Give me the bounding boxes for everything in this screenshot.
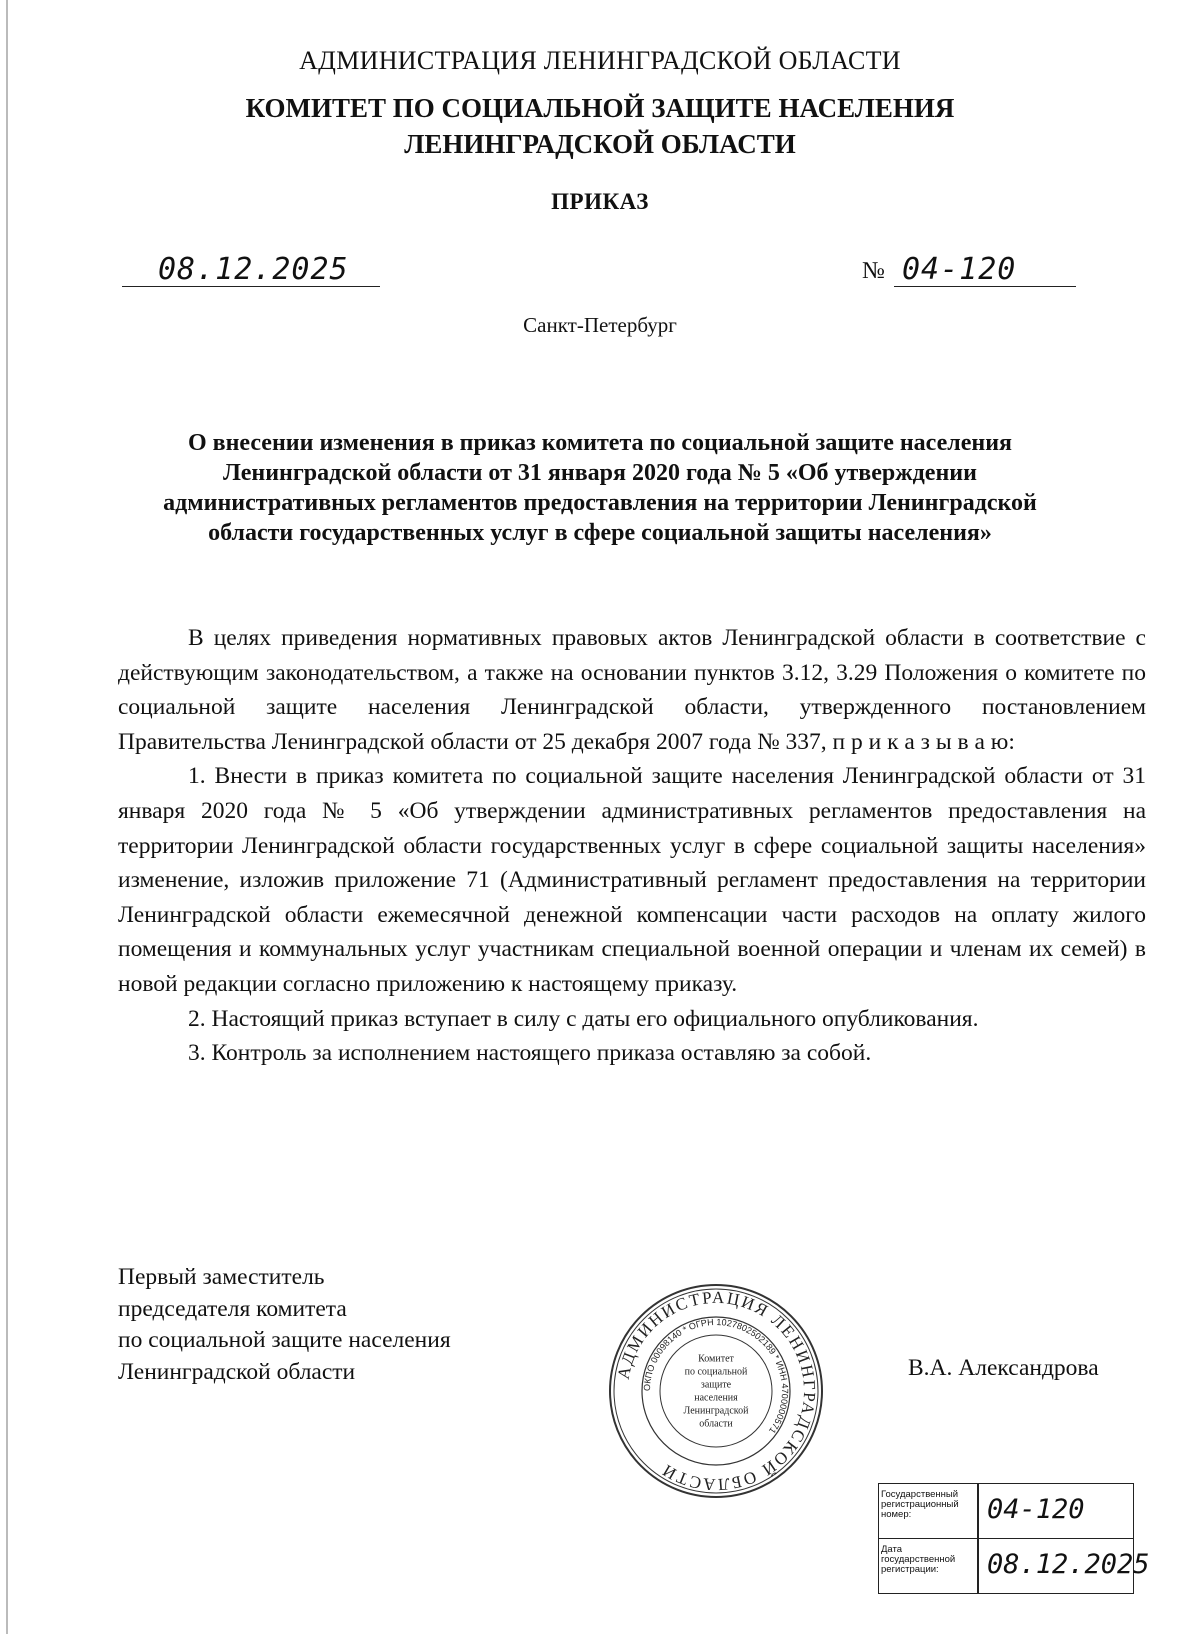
seal-center-line: населения (694, 1392, 738, 1404)
seal-center-line: защите (700, 1379, 732, 1391)
item-2-paragraph: 2. Настоящий приказ вступает в силу с даты его официального опубликования. (188, 1005, 979, 1032)
official-seal (607, 1282, 825, 1500)
order-heading: ПРИКАЗ (551, 189, 649, 214)
preamble-paragraph: В целях приведения нормативных правовых актов Ленинградской области в соответствие с действующим законодательством, а также на основании пунктов 3.12, 3.29 Положения о комитете по социальной защите населения Ленинградской области, утвержденного постановлением Правительства Ленинградской области от 25 декабря 2007 года № 337, п р и к а з ы в а ю: (118, 625, 1146, 755)
seal-center-line: Комитет (698, 1353, 734, 1365)
order-body (118, 621, 1146, 1071)
order-number: 04-120 (902, 252, 1017, 287)
registration-date-label: Дата государственной регистрации: (881, 1544, 956, 1575)
registration-number-row (879, 1484, 1133, 1539)
signatory-position (118, 1262, 451, 1388)
registration-box (878, 1483, 1150, 1594)
administration-heading: АДМИНИСТРАЦИЯ ЛЕНИНГРАДСКОЙ ОБЛАСТИ (299, 46, 901, 75)
position-line3: по социальной защите населения (118, 1327, 451, 1353)
registration-separator (977, 1484, 979, 1538)
seal-center-line: по социальной (684, 1366, 748, 1378)
seal-center-line: области (699, 1418, 733, 1430)
order-date-field (122, 252, 380, 287)
item-3-paragraph: 3. Контроль за исполнением настоящего приказа оставляю за собой. (188, 1040, 872, 1067)
registration-date-row (879, 1539, 1150, 1593)
committee-heading-line1: КОМИТЕТ ПО СОЦИАЛЬНОЙ ЗАЩИТЕ НАСЕЛЕНИЯ (245, 93, 955, 123)
seal-inner-ring-text: ОКПО 00098140 * ОГРН 1027802502189 * ИНН 4700000571 (641, 1316, 791, 1436)
order-number-label: № (862, 258, 885, 284)
position-line2: председателя комитета (118, 1295, 347, 1322)
registration-separator (977, 1539, 979, 1593)
position-line1: Первый заместитель (118, 1264, 325, 1290)
order-date: 08.12.2025 (158, 252, 349, 287)
seal-inner-ring (660, 1335, 772, 1447)
order-title: О внесении изменения в приказ комитета по социальной защите населения Ленинградской области от 31 января 2020 года № 5 «Об утверждении административных регламентов предоставления на территории Ленинградской области государственных услуг в сфере социальной защиты населения» (163, 430, 1037, 546)
committee-heading-line2: ЛЕНИНГРАДСКОЙ ОБЛАСТИ (404, 129, 796, 159)
city-line: Санкт-Петербург (523, 313, 677, 337)
order-number-field (894, 252, 1076, 287)
seal-center-line: Ленинградской (683, 1405, 749, 1417)
position-line4: Ленинградской области (118, 1358, 356, 1385)
registration-number-value: 04-120 (987, 1494, 1085, 1525)
item-1-paragraph: 1. Внести в приказ комитета по социальной защите населения Ленинградской области от 31 января 2020 года № 5 «Об утверждении административных регламентов предоставления на территории Ленинградской области государственных услуг в сфере социальной защиты населения» изменение, изложив приложение 71 (Административный регламент предоставления на территории Ленинградской области ежемесячной денежной компенсации части расходов на оплату жилого помещения и коммунальных услуг участникам специальной военной операции и членам их семей) в новой редакции согласно приложению к настоящему приказу. (118, 763, 1146, 997)
committee-heading (0, 90, 1200, 162)
seal-outer-text: АДМИНИСТРАЦИЯ ЛЕНИНГРАДСКОЙ ОБЛАСТИ (613, 1287, 820, 1495)
signatory-name: В.А. Александрова (908, 1355, 1099, 1381)
registration-number-label: Государственный регистрационный номер: (881, 1489, 959, 1520)
registration-date-value: 08.12.2025 (987, 1549, 1150, 1580)
scan-edge-line (6, 0, 8, 1634)
